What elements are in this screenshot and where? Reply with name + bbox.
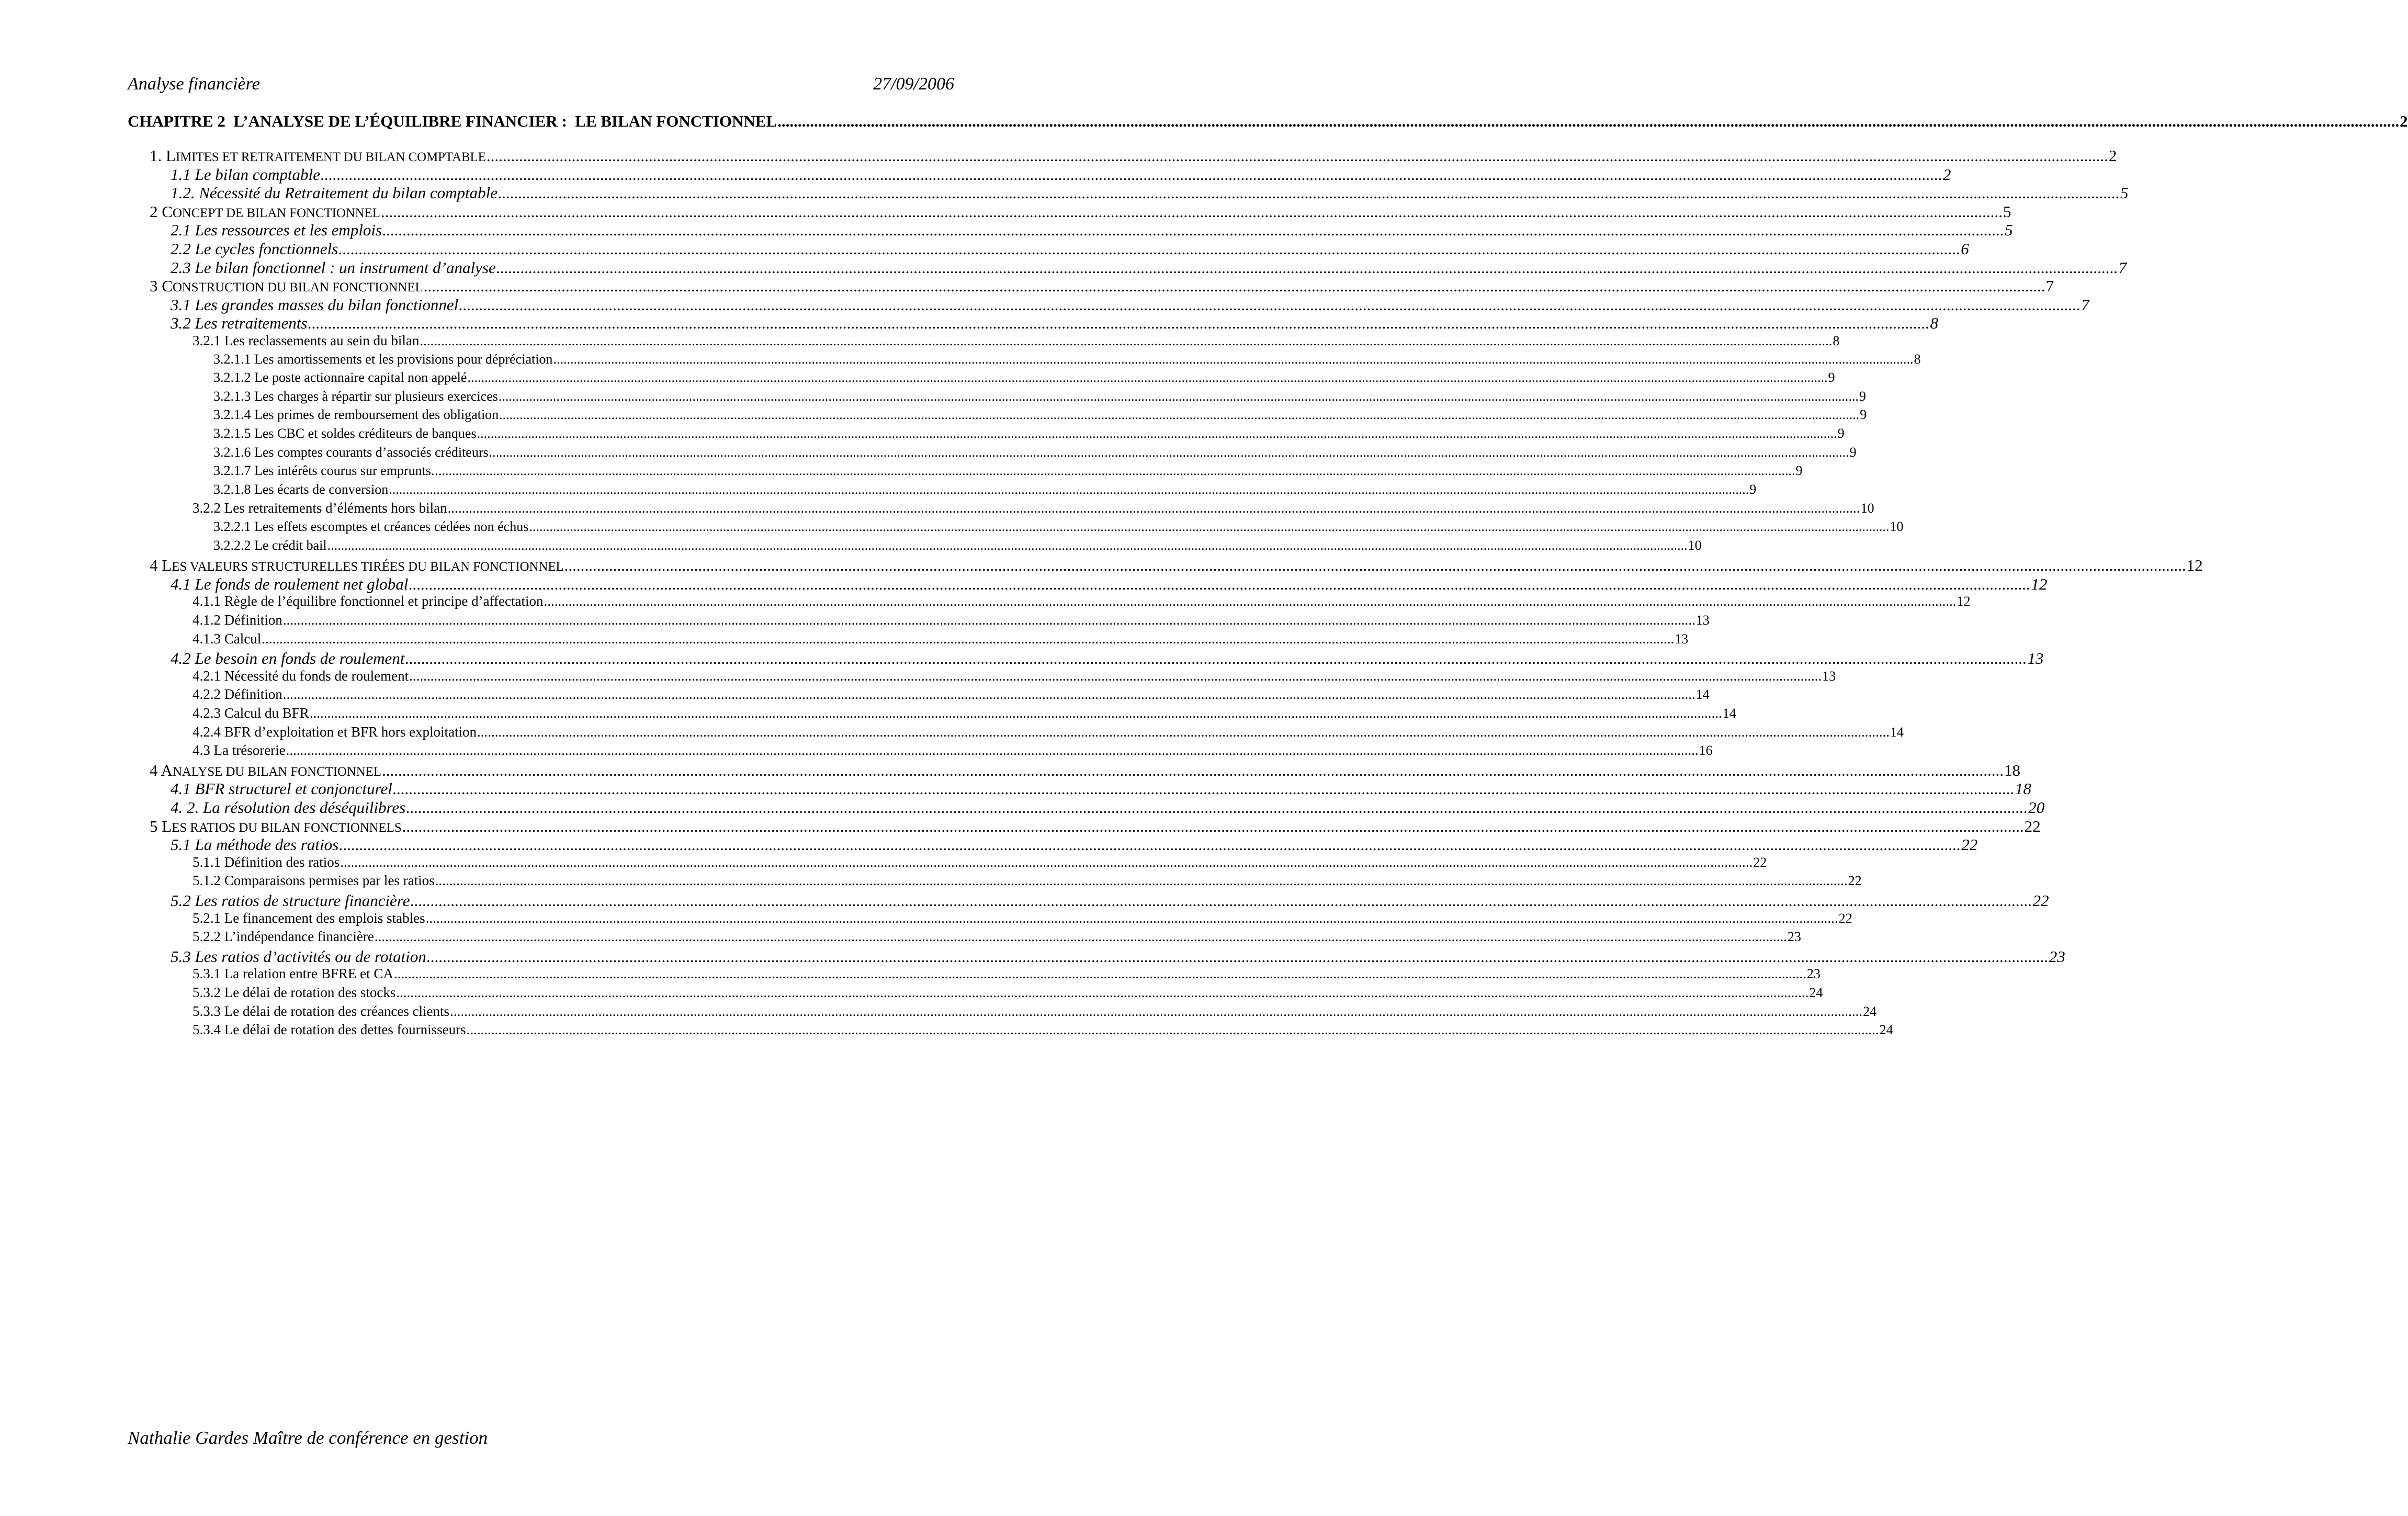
dot-leader: ................................................................................................................................................................................................................................................................................................................................................................................................................	[380, 202, 2003, 221]
toc-entry-page-number: 6	[1961, 240, 1969, 258]
toc-entry-title: 4.3 La trésorerie	[193, 742, 286, 759]
dot-leader: ................................................................................................................................................................................................................................................................................................................................................................................................................	[477, 426, 1837, 441]
toc-entry[interactable]	[171, 649, 2044, 668]
toc-entry[interactable]	[171, 798, 2045, 817]
toc-entry-page-number: 9	[1849, 444, 1857, 460]
toc-entry[interactable]	[150, 817, 2041, 835]
toc-entry-page-number: 22	[1848, 873, 1862, 889]
toc-entry-title: 3.2.1.2 Le poste actionnaire capital non appelé	[213, 370, 467, 386]
dot-leader: ................................................................................................................................................................................................................................................................................................................................................................................................................	[402, 817, 2024, 835]
dot-leader: ................................................................................................................................................................................................................................................................................................................................................................................................................	[435, 873, 1848, 889]
toc-entry[interactable]	[150, 202, 2011, 221]
toc-entry-title: 5.2.2 L’indépendance financière	[193, 929, 374, 945]
toc-entry-title: 5.1 La méthode des ratios	[171, 835, 339, 854]
toc-entry-title: 5.3.4 Le délai de rotation des dettes fournisseurs	[193, 1022, 466, 1038]
toc-entry-smallcaps: IMITES ET RETRAITEMENT DU BILAN COMPTABLE	[175, 150, 486, 164]
toc-entry[interactable]	[193, 630, 1689, 647]
toc-entry[interactable]	[193, 612, 1710, 628]
toc-entry-title: 1.1 Le bilan comptable	[171, 165, 320, 184]
toc-entry[interactable]	[213, 481, 1757, 497]
toc-entry-title: 1.2. Nécessité du Retraitement du bilan comptable	[171, 184, 498, 202]
dot-leader: ................................................................................................................................................................................................................................................................................................................................................................................................................	[435, 463, 1795, 479]
dot-leader: ................................................................................................................................................................................................................................................................................................................................................................................................................	[374, 929, 1787, 945]
dot-leader: ................................................................................................................................................................................................................................................................................................................................................................................................................	[392, 779, 2015, 798]
toc-entry[interactable]	[193, 873, 1862, 889]
toc-entry[interactable]	[213, 370, 1835, 386]
toc-entry[interactable]	[213, 463, 1803, 479]
dot-leader: ................................................................................................................................................................................................................................................................................................................................................................................................................	[477, 723, 1890, 740]
dot-leader: ................................................................................................................................................................................................................................................................................................................................................................................................................	[447, 500, 1860, 516]
dot-leader: ................................................................................................................................................................................................................................................................................................................................................................................................................	[498, 388, 1859, 404]
toc-entry-smallcaps: ONSTRUCTION DU BILAN FONCTIONNEL	[172, 280, 423, 295]
running-header-date: 27/09/2006	[873, 74, 954, 94]
toc-entry-page-number: 16	[1699, 743, 1713, 759]
toc-entry-title: 4.1 Le fonds de roulement net global	[171, 574, 409, 593]
dot-leader: ................................................................................................................................................................................................................................................................................................................................................................................................................	[282, 612, 1695, 628]
toc-entry-title	[150, 203, 380, 220]
toc-entry-page-number: 14	[1695, 687, 1710, 703]
toc-entry-initial: A	[161, 761, 173, 779]
dot-leader: ................................................................................................................................................................................................................................................................................................................................................................................................................	[286, 742, 1699, 759]
toc-entry-title: 2.1 Les ressources et les emplois	[171, 221, 382, 240]
toc-entry-page-number: 24	[1863, 1003, 1877, 1019]
toc-entry-page-number: 12	[1957, 594, 1971, 609]
running-header-title: Analyse financière	[128, 74, 260, 94]
toc-entry[interactable]	[193, 705, 1736, 721]
toc-entry[interactable]	[171, 947, 2065, 966]
toc-entry-page-number: 5	[2120, 184, 2129, 202]
toc-entry[interactable]	[193, 1022, 1893, 1038]
toc-entry-page-number: 22	[1753, 854, 1767, 870]
toc-entry-title: CHAPITRE 2 L’ANALYSE DE L’ÉQUILIBRE FINANCIER : LE BILAN FONCTIONNEL	[128, 112, 777, 130]
toc-entry-smallcaps: NALYSE DU BILAN FONCTIONNEL	[172, 764, 381, 779]
toc-entry-number: 1.	[150, 146, 166, 165]
toc-entry[interactable]	[171, 891, 2049, 910]
toc-entry-page-number: 14	[1722, 706, 1736, 721]
toc-entry[interactable]	[150, 761, 2020, 779]
toc-entry[interactable]	[193, 668, 1836, 684]
toc-entry-page-number: 20	[2028, 798, 2045, 817]
dot-leader: ................................................................................................................................................................................................................................................................................................................................................................................................................	[777, 112, 2400, 130]
dot-leader: ................................................................................................................................................................................................................................................................................................................................................................................................................	[338, 240, 1961, 258]
toc-entry-title: 3.2.2.1 Les effets escomptes et créances cédées non échus	[213, 519, 529, 534]
toc-entry-page-number: 9	[1859, 388, 1866, 404]
toc-entry-page-number: 14	[1890, 724, 1904, 740]
toc-entry-initial: L	[166, 146, 176, 165]
toc-entry-title: 5.1.1 Définition des ratios	[193, 854, 340, 870]
toc-entry-page-number: 23	[2049, 947, 2065, 966]
dot-leader: ................................................................................................................................................................................................................................................................................................................................................................................................................	[308, 314, 1930, 333]
dot-leader: ................................................................................................................................................................................................................................................................................................................................................................................................................	[426, 947, 2049, 966]
toc-entry-page-number: 2	[2400, 112, 2408, 130]
dot-leader: ................................................................................................................................................................................................................................................................................................................................................................................................................	[450, 1003, 1863, 1019]
toc-entry-page-number: 23	[1806, 966, 1821, 982]
dot-leader: ................................................................................................................................................................................................................................................................................................................................................................................................................	[327, 537, 1688, 553]
toc-entry-page-number: 22	[1838, 910, 1852, 926]
dot-leader: ................................................................................................................................................................................................................................................................................................................................................................................................................	[340, 854, 1753, 870]
toc-entry-page-number: 9	[1749, 481, 1757, 497]
toc-entry-title: 3.2.1.3 Les charges à répartir sur plusieurs exercices	[213, 388, 498, 404]
toc-entry-title: 3.2.2.2 Le crédit bail	[213, 537, 327, 553]
toc-entry-title: 5.2.1 Le financement des emplois stables	[193, 910, 425, 926]
toc-entry[interactable]	[128, 112, 2408, 130]
toc-entry-page-number: 22	[2024, 817, 2041, 835]
toc-entry-page-number: 13	[2027, 649, 2044, 668]
dot-leader: ................................................................................................................................................................................................................................................................................................................................................................................................................	[393, 966, 1806, 982]
toc-entry-title: 5.2 Les ratios de structure financière	[171, 891, 410, 910]
toc-entry-page-number: 8	[1833, 333, 1840, 348]
toc-entry-page-number: 2	[2108, 146, 2117, 165]
toc-entry-title: 3.2 Les retraitements	[171, 314, 308, 333]
toc-entry-number: 5	[150, 817, 162, 835]
dot-leader: ................................................................................................................................................................................................................................................................................................................................................................................................................	[544, 593, 1957, 609]
dot-leader: ................................................................................................................................................................................................................................................................................................................................................................................................................	[496, 258, 2118, 277]
toc-entry-page-number: 7	[2118, 258, 2127, 277]
toc-entry-title: 4.1 BFR structurel et conjoncturel	[171, 779, 392, 798]
toc-entry-title: 3.2.2 Les retraitements d’éléments hors bilan	[193, 500, 447, 516]
toc-entry[interactable]	[171, 295, 2089, 314]
toc-entry[interactable]	[193, 333, 1840, 348]
toc-entry-smallcaps: ES VALEURS STRUCTURELLES TIRÉES DU BILAN FONCTIONNEL	[172, 560, 564, 574]
toc-entry-page-number: 18	[2004, 761, 2020, 779]
toc-entry-title: 4.2.3 Calcul du BFR	[193, 705, 309, 721]
toc-entry-page-number: 5	[2005, 221, 2013, 240]
toc-entry-title: 3.2.1.6 Les comptes courants d’associés créditeurs	[213, 444, 489, 460]
toc-entry-page-number: 22	[1961, 835, 1978, 854]
toc-entry-page-number: 9	[1837, 426, 1845, 441]
dot-leader: ................................................................................................................................................................................................................................................................................................................................................................................................................	[499, 407, 1860, 423]
dot-leader: ................................................................................................................................................................................................................................................................................................................................................................................................................	[406, 798, 2028, 817]
dot-leader: ................................................................................................................................................................................................................................................................................................................................................................................................................	[564, 556, 2186, 575]
dot-leader: ................................................................................................................................................................................................................................................................................................................................................................................................................	[309, 705, 1722, 721]
toc-entry-title: 3.2.1.4 Les primes de remboursement des obligation	[213, 407, 499, 423]
toc-entry[interactable]	[213, 426, 1845, 441]
toc-entry-title: 4.2 Le besoin en fonds de roulement	[171, 649, 405, 668]
toc-entry[interactable]	[213, 537, 1702, 553]
dot-leader: ................................................................................................................................................................................................................................................................................................................................................................................................................	[405, 649, 2027, 668]
toc-entry[interactable]	[150, 277, 2054, 296]
dot-leader: ................................................................................................................................................................................................................................................................................................................................................................................................................	[410, 891, 2032, 910]
toc-entry[interactable]	[171, 574, 2048, 593]
toc-entry-title: 4.2.2 Définition	[193, 686, 282, 703]
toc-entry-page-number: 7	[2081, 295, 2089, 314]
toc-entry-page-number: 10	[1688, 537, 1702, 553]
toc-entry[interactable]	[171, 240, 1969, 258]
dot-leader: ................................................................................................................................................................................................................................................................................................................................................................................................................	[382, 761, 2004, 779]
toc-entry-number: 3	[150, 277, 162, 296]
toc-entry-title: 4.2.4 BFR d’exploitation et BFR hors exploitation	[193, 723, 477, 740]
toc-entry[interactable]	[193, 966, 1821, 982]
toc-entry-title	[150, 557, 564, 574]
toc-entry[interactable]	[171, 221, 2013, 240]
toc-entry-page-number: 18	[2015, 779, 2031, 798]
toc-entry-number: 4	[150, 761, 161, 779]
toc-entry-title	[150, 148, 486, 164]
toc-entry-title: 5.3 Les ratios d’activités ou de rotation	[171, 947, 426, 966]
dot-leader: ................................................................................................................................................................................................................................................................................................................................................................................................................	[466, 1022, 1879, 1038]
toc-entry-title: 4.1.1 Règle de l’équilibre fonctionnel et principe d’affectation	[193, 593, 544, 609]
toc-entry-title: 3.2.1 Les reclassements au sein du bilan	[193, 333, 420, 348]
toc-entry-title: 2.2 Le cycles fonctionnels	[171, 240, 338, 258]
toc-entry-page-number: 8	[1930, 314, 1938, 333]
toc-entry-page-number: 10	[1860, 501, 1874, 516]
toc-entry[interactable]	[171, 779, 2031, 798]
toc-entry[interactable]	[171, 184, 2129, 202]
toc-entry-number: 4	[150, 556, 162, 575]
toc-entry-title	[150, 278, 423, 295]
dot-leader: ................................................................................................................................................................................................................................................................................................................................................................................................................	[339, 835, 1961, 854]
toc-entry[interactable]	[193, 854, 1767, 870]
toc-entry-page-number: 7	[2045, 277, 2054, 296]
dot-leader: ................................................................................................................................................................................................................................................................................................................................................................................................................	[553, 351, 1914, 367]
toc-entry-title: 3.2.1.5 Les CBC et soldes créditeurs de banques	[213, 426, 477, 441]
toc-entry-initial: C	[162, 277, 173, 296]
dot-leader: ................................................................................................................................................................................................................................................................................................................................................................................................................	[396, 985, 1809, 1000]
dot-leader: ................................................................................................................................................................................................................................................................................................................................................................................................................	[529, 519, 1890, 534]
toc-entry[interactable]	[193, 593, 1971, 609]
toc-entry[interactable]	[193, 929, 1801, 945]
toc-entry[interactable]	[213, 407, 1867, 423]
running-footer-author: Nathalie Gardes Maître de conférence en gestion	[128, 1428, 488, 1448]
toc-entry[interactable]	[193, 742, 1713, 759]
toc-entry-page-number: 24	[1809, 985, 1823, 1000]
toc-entry-title: 2.3 Le bilan fonctionnel : un instrument d’analyse	[171, 258, 496, 277]
dot-leader: ................................................................................................................................................................................................................................................................................................................................................................................................................	[498, 184, 2120, 202]
toc-entry-title: 3.2.1.1 Les amortissements et les provisions pour dépréciation	[213, 351, 553, 367]
toc-entry-page-number: 13	[1695, 613, 1710, 628]
toc-entry[interactable]	[171, 165, 1951, 184]
toc-entry-title: 4.1.2 Définition	[193, 612, 282, 628]
dot-leader: ................................................................................................................................................................................................................................................................................................................................................................................................................	[489, 444, 1849, 460]
dot-leader: ................................................................................................................................................................................................................................................................................................................................................................................................................	[486, 146, 2108, 165]
toc-entry[interactable]	[171, 835, 1978, 854]
toc-entry-page-number: 23	[1787, 929, 1801, 945]
toc-entry-page-number: 13	[1675, 631, 1689, 647]
toc-entry-page-number: 9	[1795, 463, 1803, 479]
dot-leader: ................................................................................................................................................................................................................................................................................................................................................................................................................	[420, 333, 1833, 348]
toc-entry[interactable]	[193, 686, 1710, 703]
toc-entry[interactable]	[213, 444, 1857, 460]
toc-entry[interactable]	[171, 314, 1938, 333]
toc-entry[interactable]	[150, 556, 2203, 575]
toc-entry-title: 5.3.1 La relation entre BFRE et CA	[193, 966, 393, 982]
dot-leader: ................................................................................................................................................................................................................................................................................................................................................................................................................	[320, 165, 1942, 184]
toc-entry-page-number: 12	[2186, 556, 2203, 575]
toc-entry-title: 3.2.1.7 Les intérêts courus sur emprunts.	[213, 463, 435, 479]
toc-entry-smallcaps: ONCEPT DE BILAN FONCTIONNEL	[172, 206, 380, 220]
dot-leader: ................................................................................................................................................................................................................................................................................................................................................................................................................	[459, 295, 2081, 314]
dot-leader: ................................................................................................................................................................................................................................................................................................................................................................................................................	[409, 668, 1822, 684]
toc-entry-title: 4. 2. La résolution des déséquilibres	[171, 798, 406, 817]
toc-entry-title	[150, 818, 402, 835]
toc-entry[interactable]	[150, 146, 2117, 165]
toc-entry-page-number: 2	[1942, 165, 1951, 184]
dot-leader: ................................................................................................................................................................................................................................................................................................................................................................................................................	[423, 277, 2045, 296]
toc-entry-smallcaps: ES RATIOS DU BILAN FONCTIONNELS	[172, 820, 402, 835]
toc-entry-title: 4.2.1 Nécessité du fonds de roulement	[193, 668, 409, 684]
toc-entry-page-number: 9	[1860, 407, 1867, 423]
toc-entry-number: 2	[150, 202, 162, 221]
toc-entry-title	[150, 762, 381, 779]
toc-entry-title: 3.1 Les grandes masses du bilan fonctionnel	[171, 295, 459, 314]
toc-entry-title: 5.1.2 Comparaisons permises par les ratios	[193, 873, 435, 889]
toc-entry-page-number: 8	[1914, 351, 1921, 367]
toc-entry-initial: L	[162, 817, 172, 835]
toc-entry-title: 5.3.3 Le délai de rotation des créances clients	[193, 1003, 450, 1019]
dot-leader: ................................................................................................................................................................................................................................................................................................................................................................................................................	[409, 574, 2031, 593]
toc-entry-page-number: 22	[2032, 891, 2049, 910]
toc-entry-page-number: 24	[1879, 1022, 1893, 1038]
toc-entry-initial: L	[162, 556, 172, 575]
toc-entry[interactable]	[213, 351, 1921, 367]
toc-entry-page-number: 5	[2003, 202, 2011, 221]
toc-entry-title: 5.3.2 Le délai de rotation des stocks	[193, 985, 396, 1000]
toc-entry[interactable]	[171, 258, 2127, 277]
toc-entry-page-number: 10	[1890, 519, 1904, 534]
toc-entry[interactable]	[193, 1003, 1877, 1019]
toc-entry[interactable]	[193, 500, 1874, 516]
toc-entry-title: 4.1.3 Calcul	[193, 630, 262, 647]
toc-entry-page-number: 12	[2031, 574, 2048, 593]
dot-leader: ................................................................................................................................................................................................................................................................................................................................................................................................................	[262, 630, 1675, 647]
toc-entry[interactable]	[213, 519, 1904, 534]
toc-entry[interactable]	[193, 723, 1904, 740]
dot-leader: ................................................................................................................................................................................................................................................................................................................................................................................................................	[382, 221, 2005, 240]
toc-entry-title: 3.2.1.8 Les écarts de conversion	[213, 481, 389, 497]
toc-entry-initial: C	[162, 202, 173, 221]
toc-entry-page-number: 9	[1828, 370, 1835, 386]
toc-entry[interactable]	[193, 910, 1852, 926]
dot-leader: ................................................................................................................................................................................................................................................................................................................................................................................................................	[282, 686, 1695, 703]
dot-leader: ................................................................................................................................................................................................................................................................................................................................................................................................................	[389, 481, 1749, 497]
dot-leader: ................................................................................................................................................................................................................................................................................................................................................................................................................	[425, 910, 1838, 926]
toc-entry[interactable]	[213, 388, 1866, 404]
toc-entry-page-number: 13	[1822, 668, 1836, 684]
dot-leader: ................................................................................................................................................................................................................................................................................................................................................................................................................	[467, 370, 1828, 386]
toc-entry[interactable]	[193, 985, 1823, 1000]
